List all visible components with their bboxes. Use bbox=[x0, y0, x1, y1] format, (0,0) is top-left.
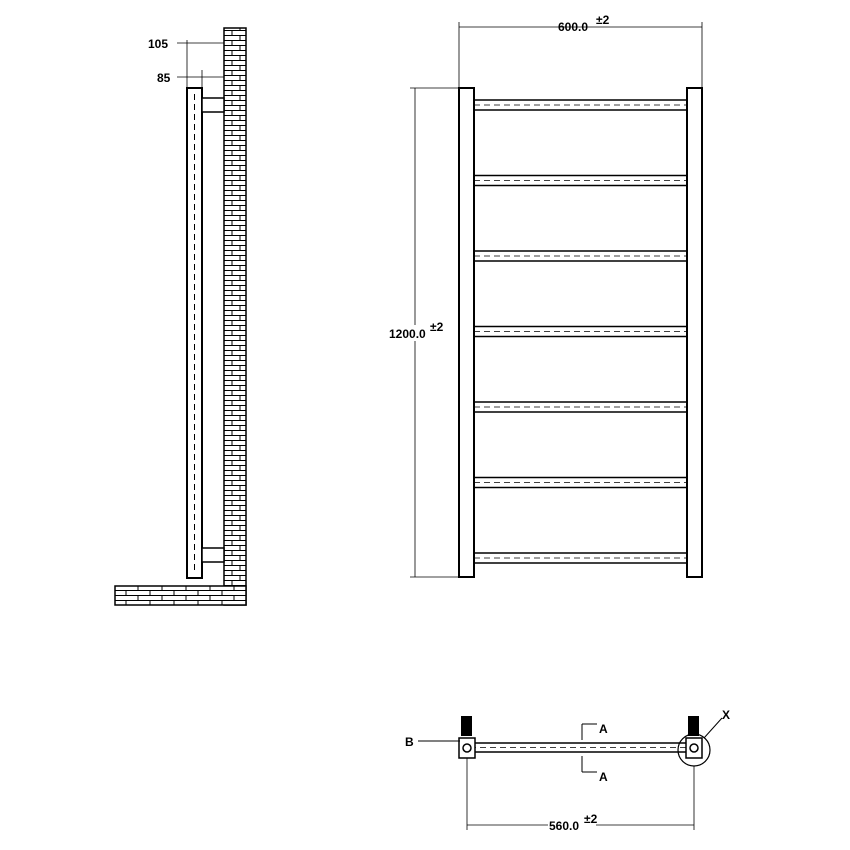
dim-label-105: 105 bbox=[148, 37, 169, 51]
label-b: B bbox=[405, 735, 414, 749]
dim-label-85: 85 bbox=[157, 71, 171, 85]
left-upright bbox=[459, 88, 474, 577]
top-bracket bbox=[202, 98, 224, 112]
centers-label: 560.0 bbox=[549, 819, 580, 833]
height-tolerance: ±2 bbox=[430, 320, 444, 334]
bottom-bracket bbox=[202, 548, 224, 562]
right-valve bbox=[688, 716, 699, 736]
heated-bars bbox=[474, 100, 687, 563]
label-a-bottom: A bbox=[599, 770, 608, 784]
height-label: 1200.0 bbox=[389, 327, 426, 341]
plan-view bbox=[405, 708, 730, 833]
width-label: 600.0 bbox=[558, 20, 589, 34]
brick-floor bbox=[115, 586, 246, 605]
left-valve bbox=[461, 716, 472, 736]
front-view bbox=[388, 13, 702, 577]
width-tolerance: ±2 bbox=[596, 13, 610, 27]
label-a-top: A bbox=[599, 722, 608, 736]
brick-wall bbox=[224, 28, 246, 605]
centers-tolerance: ±2 bbox=[584, 812, 598, 826]
right-upright bbox=[687, 88, 702, 577]
label-x: X bbox=[722, 708, 731, 722]
side-view bbox=[115, 28, 246, 605]
